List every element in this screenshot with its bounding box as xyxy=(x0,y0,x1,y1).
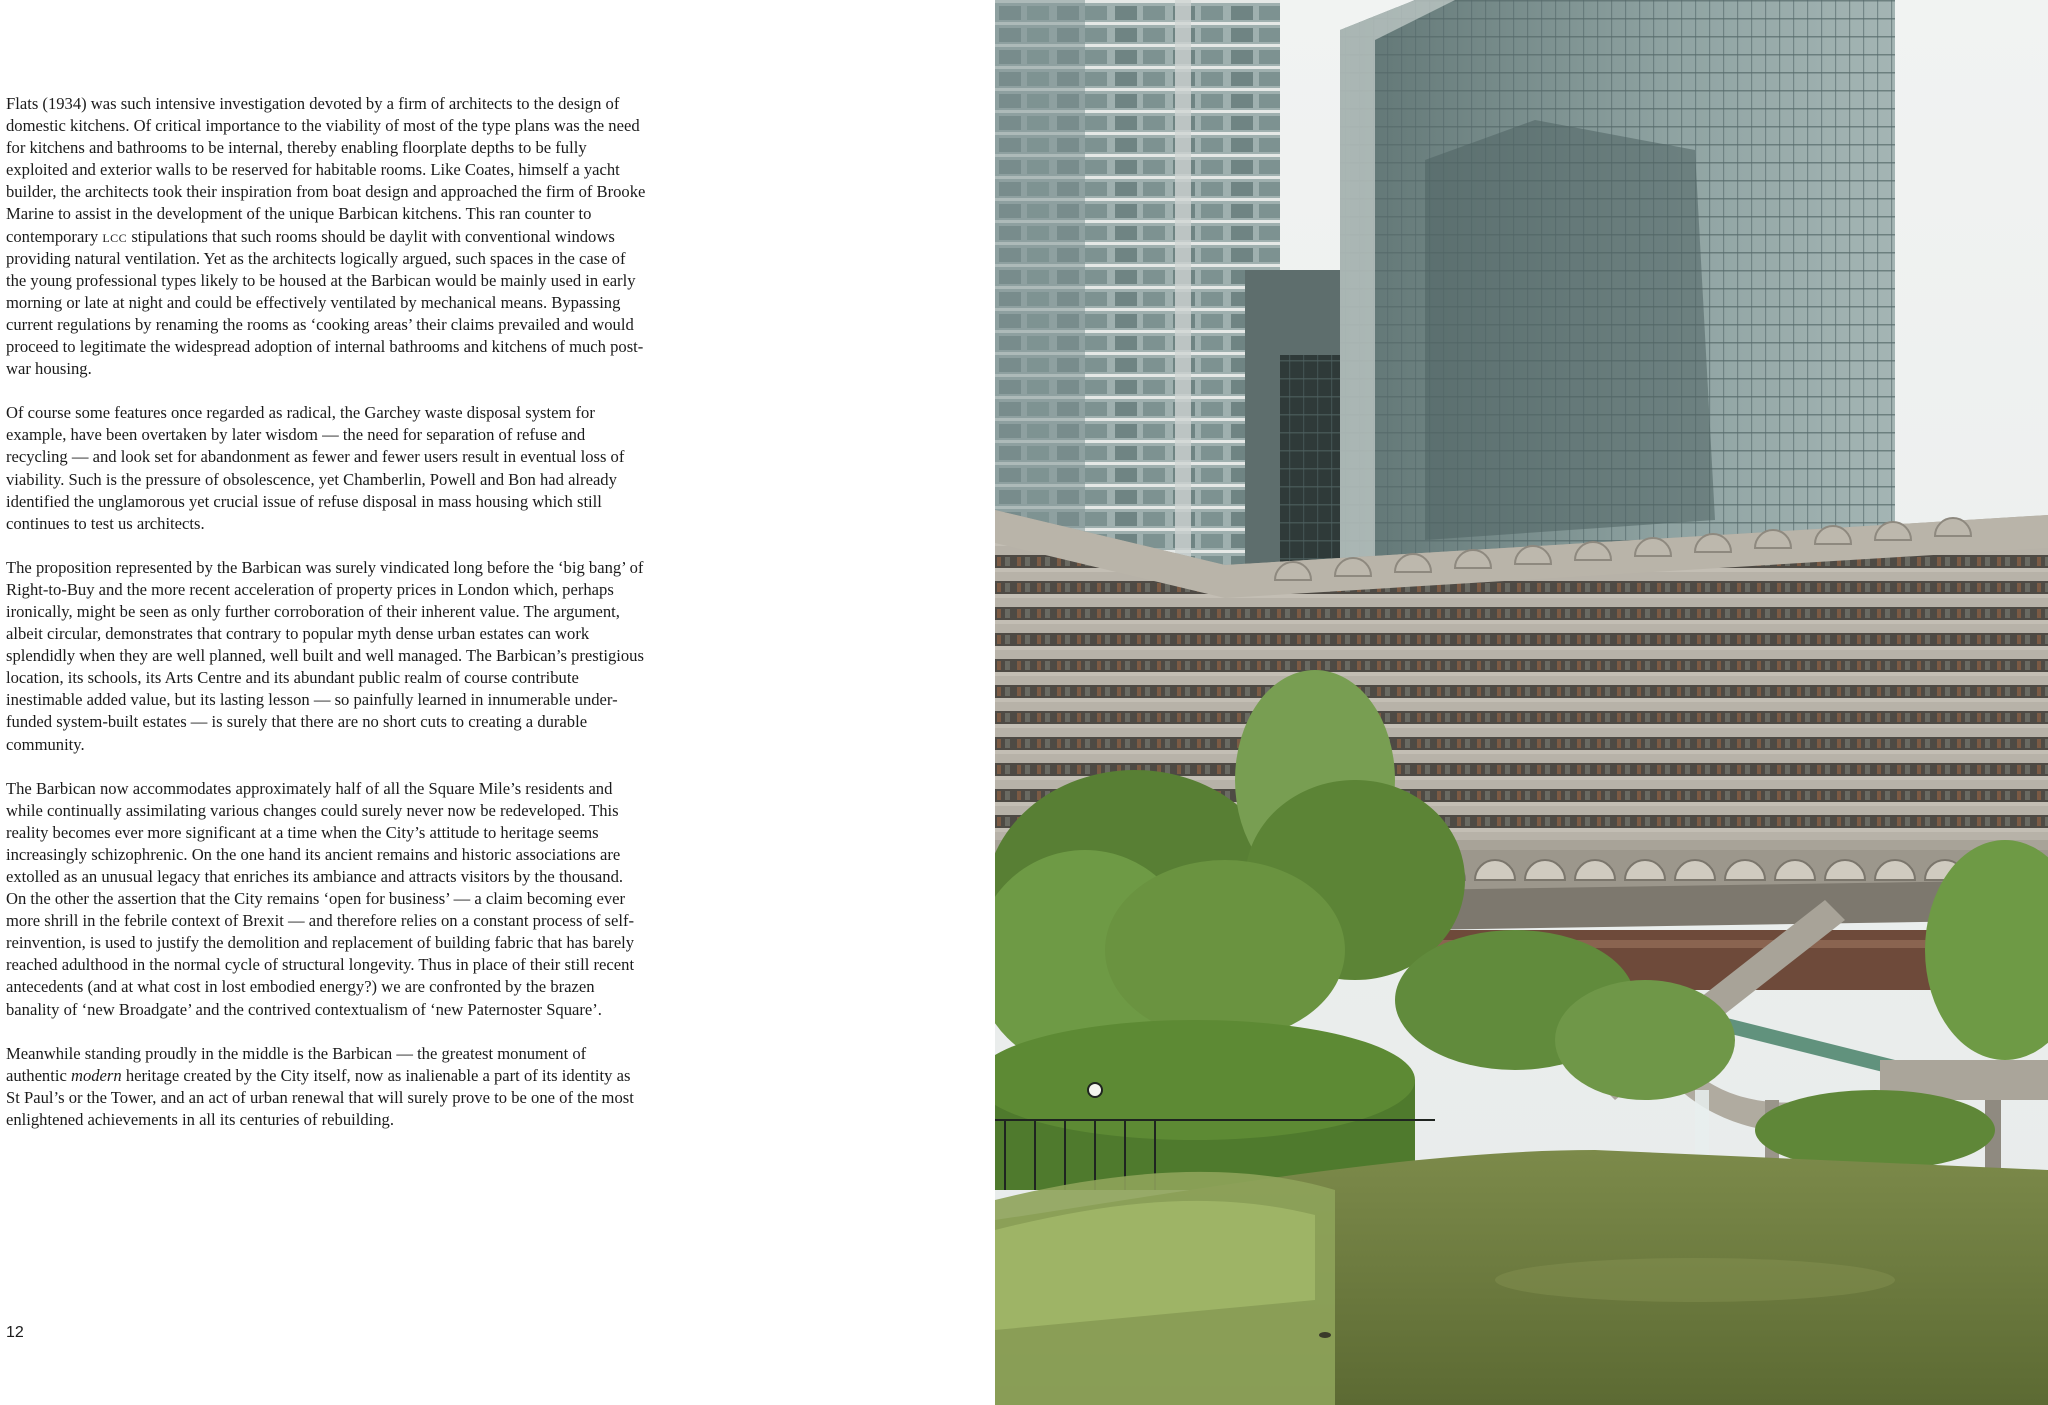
paragraph-5 xyxy=(6,1043,646,1131)
left-residential-tower xyxy=(995,0,1280,570)
paragraph-5-start: Meanwhile standing proudly in the middle is the Barbican — the greatest monument of authentic xyxy=(6,1043,587,1085)
modern-emphasis: modern xyxy=(70,1065,122,1085)
paragraph-1-text: Flats (1934) was such intensive investigation devoted by a firm of architects to the design of domestic kitchens. Of critical importance to the viability of most of the type plans was the need for kitchens and bathrooms to be internal, thereby enabling floorplate depths to be fully exploited and exterior walls to be reserved for habitable rooms. Like Coates, himself a yacht builder, the architects took their inspiration from boat design and approached the firm of Brooke Marine to assist in the development of the unique Barbican kitchens. This ran counter to contemporary xyxy=(6,94,646,246)
lake xyxy=(995,1150,2048,1405)
main-glass-tower xyxy=(1340,0,1895,560)
page-number: 12 xyxy=(6,1324,24,1341)
text-page xyxy=(0,0,995,1405)
paragraph-1-continued: stipulations that such rooms should be daylit with conventional windows providing natural ventilation. Yet as the architects logically argued, such spaces in the case of the young professional types likely to be housed at the Barbican would be mainly used in early morning or late at night and could be effectively ventilated by mechanical means. Bypassing current regulations by renaming the rooms as ‘cooking areas’ their claims prevailed and would proceed to legitimate the widespread adoption of internal bathrooms and kitchens of much post-war housing. xyxy=(6,226,644,379)
paragraph-1 xyxy=(6,93,646,380)
paragraph-4: The Barbican now accommodates approximately half of all the Square Mile’s residents and while continually assimilating various changes could surely never now be redeveloped. This reality becomes ever more significant at a time when the City’s attitude to heritage seems increasingly schizophrenic. On the one hand its ancient remains and historic associations are extolled as an unusual legacy that enriches its ambiance and attracts visitors by the thousand. On the other the assertion that the City remains ‘open for business’ — a claim becoming ever more shrill in the febrile context of Brexit — and therefore relies on a constant process of self-reinvention, is used to justify the demolition and replacement of building fabric that has barely reached adulthood in the normal cycle of structural longevity. Thus in place of their still recent antecedents (and at what cost in lost embodied energy?) we are confronted by the brazen banality of ‘new Broadgate’ and the contrived contextualism of ‘new Paternoster Square’. xyxy=(6,778,635,1019)
paragraph-2: Of course some features once regarded as radical, the Garchey waste disposal system for example, have been overtaken by later wisdom — the need for separation of refuse and recycling — and look set for abandonment as fewer and fewer users result in eventual loss of viability. Such is the pressure of obsolescence, yet Chamberlin, Powell and Bon had already identified the unglamorous yet crucial issue of refuse disposal in mass housing which still continues to test us architects. xyxy=(6,403,625,533)
article-body xyxy=(6,93,646,1153)
lcc-abbreviation: lcc xyxy=(102,226,128,246)
barbican-photograph xyxy=(995,0,2048,1405)
paragraph-5-end: heritage created by the City itself, now as inalienable a part of its identity as St Paul’s or the Tower, and an act of urban renewal that will surely prove to be one of the most enlightened achievements in all its centuries of rebuilding. xyxy=(6,1065,634,1129)
paragraph-3: The proposition represented by the Barbican was surely vindicated long before the ‘big bang’ of Right-to-Buy and the more recent acceleration of property prices in London which, perhaps ironically, might be seen as only further corroboration of their inherent value. The argument, albeit circular, demonstrates that contrary to popular myth dense urban estates can work splendidly when they are well planned, well built and well managed. The Barbican’s prestigious location, its schools, its Arts Centre and its abundant public realm of course contribute inestimable added value, but its lasting lesson — so painfully learned in innumerable under-funded system-built estates — is surely that there are no short cuts to creating a durable community. xyxy=(6,557,644,754)
middle-glass-tower xyxy=(1245,270,1340,575)
photo-illustration xyxy=(995,0,2048,1405)
